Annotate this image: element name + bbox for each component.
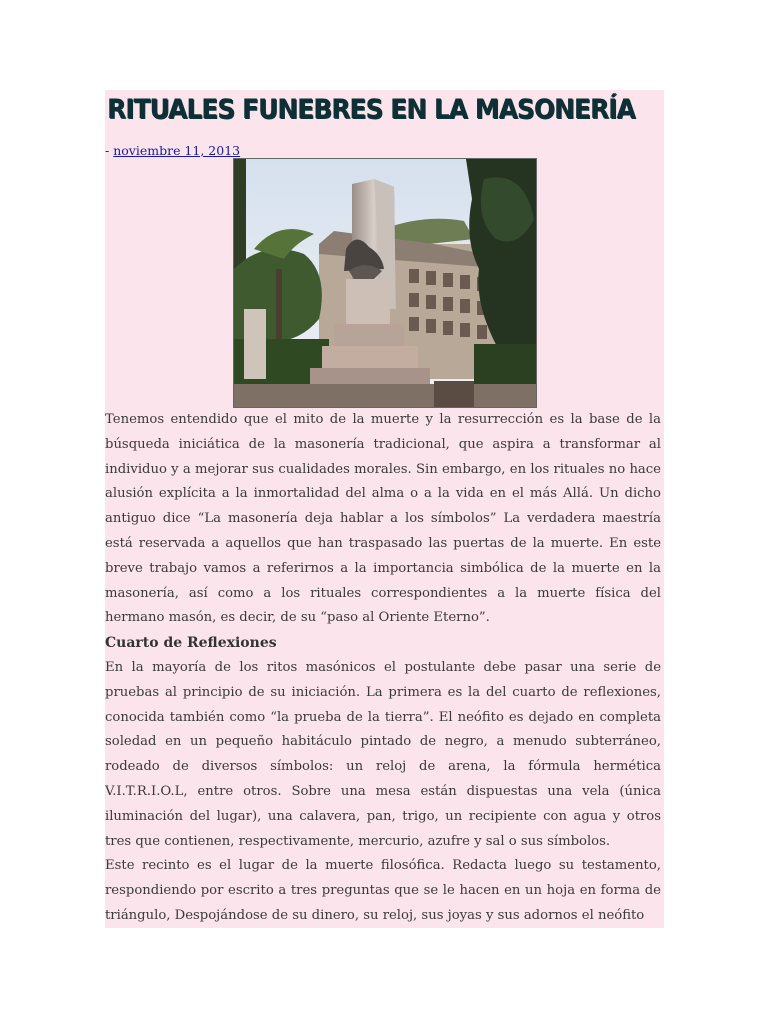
section-heading: Cuarto de Reflexiones (105, 635, 277, 652)
dateline-prefix: - (105, 143, 114, 158)
article-body (105, 408, 661, 928)
paragraph: Tenemos entendido que el mito de la muerte y la resurrección es la base de la búsqueda iniciática de la masonería tradicional, que aspira a transformar al individuo y a mejorar sus cualidades morales. Sin embargo, en los rituales no hace alusión explícita a la inmortalidad del alma o a la vida en el más Allá. Un dicho antiguo dice “La masonería deja hablar a los símbolos” La verdadera maestría está reservada a aquellos que han traspasado las puertas de la muerte. En este breve trabajo vamos a referirnos a la importancia simbólica de la muerte en la masonería, así como a los rituales correspondientes a la muerte física del hermano masón, es decir, de su “paso al Oriente Eterno”. (105, 412, 661, 626)
page-title: RITUALES FUNEBRES EN LA MASONERÍA (107, 94, 635, 125)
cemetery-monument-photo (233, 158, 537, 408)
dateline (105, 143, 240, 158)
date-link[interactable]: noviembre 11, 2013 (113, 143, 241, 158)
document-page (105, 90, 664, 928)
paragraph: Este recinto es el lugar de la muerte filosófica. Redacta luego su testamento, respondiendo por escrito a tres preguntas que se le hacen en un hoja en forma de triángulo, Despojándose de su dinero, su reloj, sus joyas y sus adornos el neófito (105, 858, 661, 923)
paragraph: En la mayoría de los ritos masónicos el postulante debe pasar una serie de pruebas al principio de su iniciación. La primera es la del cuarto de reflexiones, conocida también como “la prueba de la tierra”. El neófito es dejado en completa soledad en un pequeño habitáculo pintado de negro, a menudo subterráneo, rodeado de diversos símbolos: un reloj de arena, la fórmula hermética V.I.T.R.I.O.L, entre otros. Sobre una mesa están dispuestas una vela (única iluminación del lugar), una calavera, pan, trigo, un recipiente con agua y otros tres que contienen, respectivamente, mercurio, azufre y sal o sus símbolos. (105, 659, 661, 849)
